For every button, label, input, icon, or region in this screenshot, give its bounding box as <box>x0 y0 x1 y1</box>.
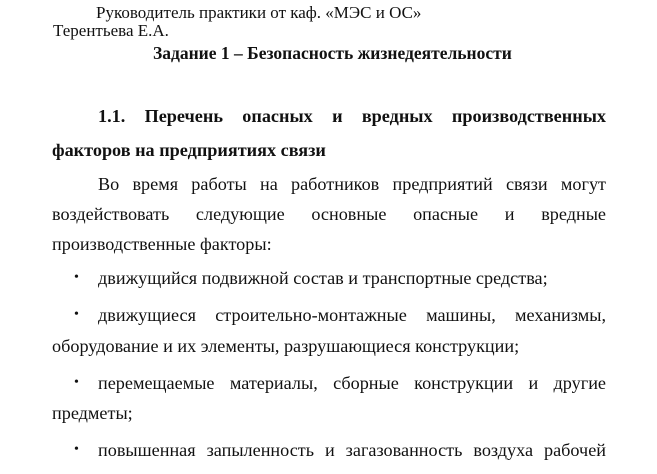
bullet-3-line-2: предметы; <box>52 403 133 423</box>
bullet-icon: • <box>74 375 79 390</box>
intro-line-1: Во время работы на работников предприятий связи могут <box>98 174 606 194</box>
bullet-4-line-1: повышенная запыленность и загазованность воздуха рабочей <box>98 440 606 460</box>
supervisor-line: Руководитель практики от каф. «МЭС и ОС» <box>96 3 422 22</box>
bullet-2-line-1: движущиеся строительно-монтажные машины, механизмы, <box>98 305 606 325</box>
bullet-icon: • <box>74 307 79 322</box>
bullet-icon: • <box>74 442 79 457</box>
bullet-icon: • <box>74 270 79 285</box>
intro-line-3: производственные факторы: <box>52 234 272 254</box>
bullet-1-line-1: движущийся подвижной состав и транспортные средства; <box>98 268 548 288</box>
section-heading-line-2: факторов на предприятиях связи <box>52 140 326 160</box>
bullet-3-line-1: перемещаемые материалы, сборные конструкции и другие <box>98 373 606 393</box>
section-heading-line-1: 1.1. Перечень опасных и вредных производственных <box>98 106 606 126</box>
bullet-2-line-2: оборудование и их элементы, разрушающиеся конструкции; <box>52 336 520 356</box>
intro-line-2: воздействовать следующие основные опасные и вредные <box>52 204 606 224</box>
supervisor-name: Терентьева Е.А. <box>53 21 169 40</box>
task-title: Задание 1 – Безопасность жизнедеятельности <box>153 43 512 63</box>
